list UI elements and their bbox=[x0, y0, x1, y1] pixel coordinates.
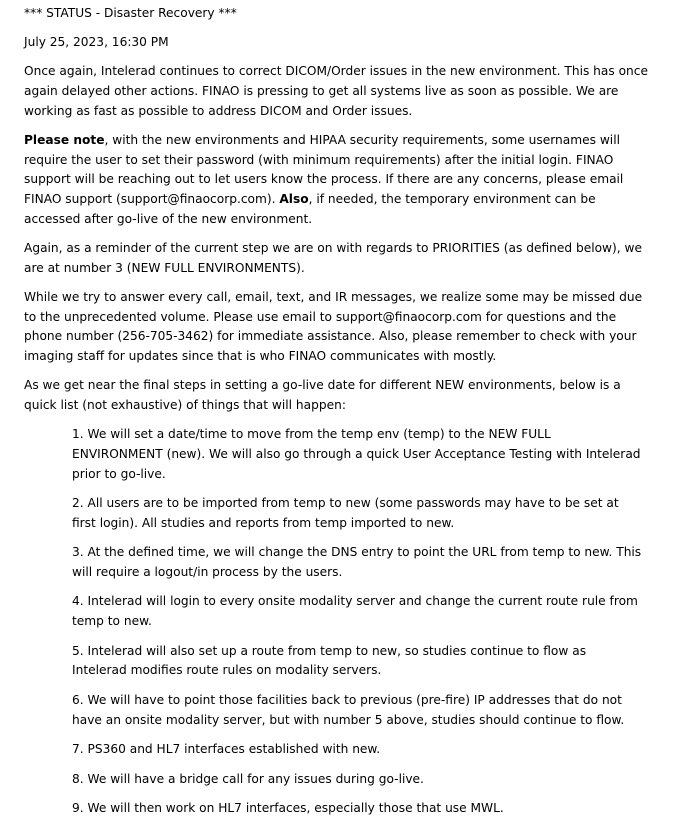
list-item: 8. We will have a bridge call for any issues during go-live. bbox=[72, 771, 424, 786]
list-item: 4. Intelerad will login to every onsite modality server and change the current route rule from temp to new. bbox=[72, 594, 638, 629]
status-header: *** STATUS - Disaster Recovery *** bbox=[24, 6, 237, 20]
paragraph-go-live-intro: As we get near the final steps in setting a go-live date for different NEW environments, below is a quick list (not exhaustive) of things that will happen: bbox=[24, 378, 621, 412]
go-live-steps-list bbox=[24, 425, 649, 819]
paragraph-contact: While we try to answer every call, email, text, and IR messages, we realize some may be missed due to the unprecedented volume. Please use email to support@finaocorp.com for questions and the phone number (256-705-3462) for immediate assistance. Also, please remember to check with your imaging staff for updates since that is who FINAO communicates with mostly. bbox=[24, 289, 643, 364]
temp-env-note-text: , if needed, the temporary environment can be accessed after go-live of the new environment. bbox=[24, 192, 596, 226]
list-item: 6. We will have to point those facilities back to previous (pre-fire) IP addresses that do not have an onsite modality server, but with number 5 above, studies should continue to flow. bbox=[72, 692, 625, 727]
please-note-label: Please note bbox=[24, 133, 105, 148]
paragraph-password-note bbox=[24, 131, 649, 230]
status-date: July 25, 2023, 16:30 PM bbox=[24, 35, 169, 50]
list-item: 3. At the defined time, we will change the DNS entry to point the URL from temp to new. This will require a logout/in process by the users. bbox=[72, 545, 642, 579]
paragraph-intelerad-update: Once again, Intelerad continues to correct DICOM/Order issues in the new environment. This has once again delayed other actions. FINAO is pressing to get all systems live as soon as possible. We are working as fast as possible to address DICOM and Order issues. bbox=[24, 64, 648, 118]
list-item: 7. PS360 and HL7 interfaces established with new. bbox=[72, 742, 381, 757]
list-item: 9. We will then work on HL7 interfaces, especially those that use MWL. bbox=[72, 801, 504, 816]
list-item: 1. We will set a date/time to move from the temp env (temp) to the NEW FULL ENVIRONMENT (new). We will also go through a quick User Acceptance Testing with Intelerad prior to go-live. bbox=[72, 427, 641, 481]
list-item: 2. All users are to be imported from temp to new (some passwords may have to be set at first login). All studies and reports from temp imported to new. bbox=[72, 496, 619, 530]
paragraph-priorities: Again, as a reminder of the current step we are on with regards to PRIORITIES (as defined below), we are at number 3 (NEW FULL ENVIRONMENTS). bbox=[24, 241, 642, 275]
password-note-text: , with the new environments and HIPAA security requirements, some usernames will require the user to set their password (with minimum requirements) after the initial login. FINAO support will be reaching out to let users know the process. If there are any concerns, please email FINAO support (support@finaocorp.com). bbox=[24, 133, 624, 207]
list-item: 5. Intelerad will also set up a route from temp to new, so studies continue to flow as Intelerad modifies route rules on modality servers. bbox=[72, 643, 587, 678]
also-label: Also bbox=[279, 192, 309, 207]
